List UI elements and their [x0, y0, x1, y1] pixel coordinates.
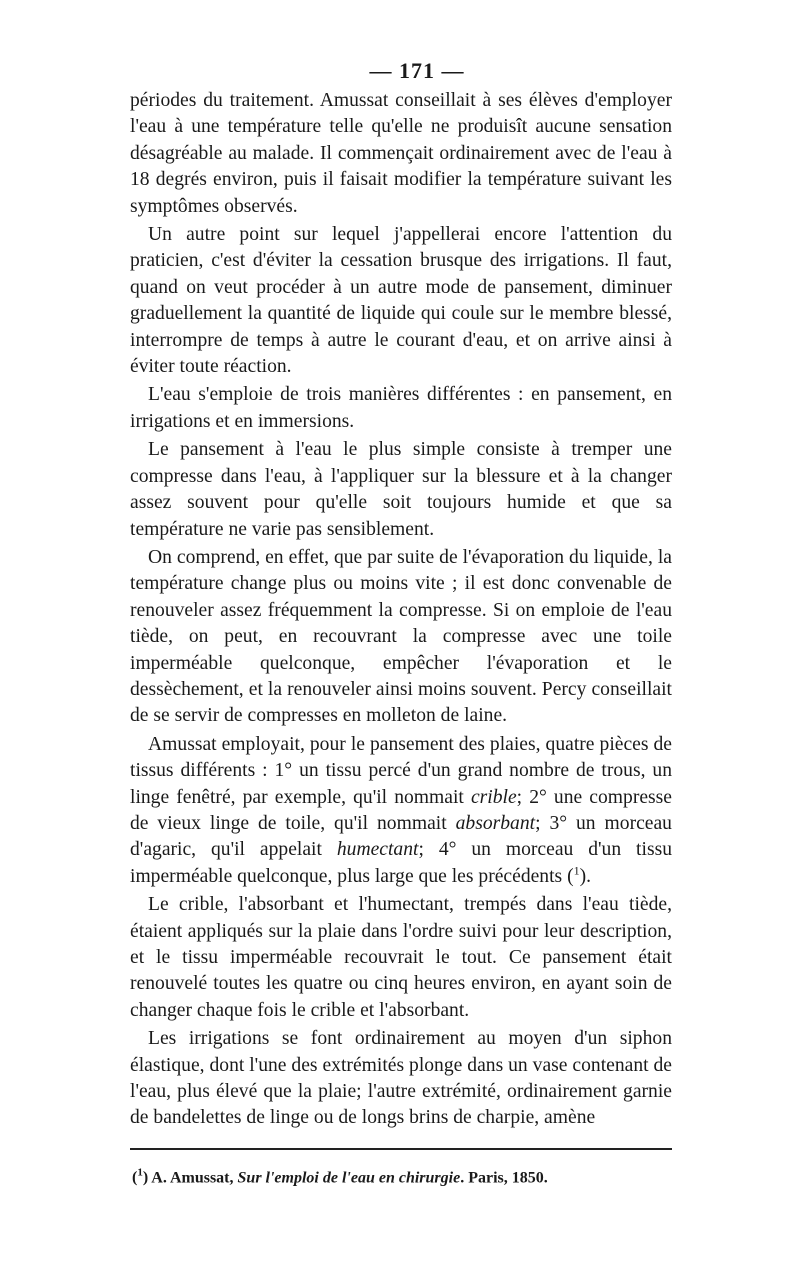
- text-run: . Paris, 1850.: [460, 1169, 548, 1187]
- italic-term: Sur l'emploi de l'eau en chirurgie: [237, 1169, 461, 1187]
- text-run: Le crible, l'absorbant et l'humectant, trempés dans l'eau tiède, étaient appliqués sur la plaie dans l'ordre suivi pour leur description, et le tissu imperméable recouvrait le tout. Ce pansement était renouvelé toutes les quatre ou cinq heures environ, en ayant soin de changer chaque fois le crible et l'absorbant.: [130, 894, 672, 1021]
- book-page: [130, 56, 672, 1189]
- paragraph: [130, 892, 672, 1024]
- footnote-reference: 1: [573, 863, 580, 878]
- text-run: ).: [579, 865, 592, 887]
- paragraph: [130, 222, 672, 380]
- text-run: Un autre point sur lequel j'appellerai encore l'attention du praticien, c'est d'éviter la cessation brusque des irrigations. Il faut, quand on veut procéder à un autre mode de pansement, diminuer graduellement la quantité de liquide qui coule sur le membre blessé, interrompre de temps à autre le courant d'eau, et on arrive ainsi à éviter toute réaction.: [130, 224, 672, 378]
- italic-term: absorbant: [455, 812, 536, 834]
- text-run: L'eau s'emploie de trois manières différentes : en pansement, en irrigations et en immersions.: [130, 384, 672, 432]
- text-run: ; 2° une compresse de vieux linge de toile, qu'il nommait: [130, 786, 672, 834]
- footnote-rule: [130, 1148, 672, 1150]
- paragraph: [130, 732, 672, 890]
- text-run: A. Amussat,: [148, 1169, 238, 1187]
- paragraph: [130, 88, 672, 220]
- footnote: [130, 1162, 672, 1189]
- text-run: On comprend, en effet, que par suite de l'évaporation du liquide, la température change plus ou moins vite ; il est donc convenable de renouveler assez fréquemment la compresse. Si on emploie de l'eau tiède, on peut, en recouvrant la compresse avec une toile imperméable quelconque, empêcher l'évaporation et le dessèchement, et la renouveler ainsi moins souvent. Percy conseillait de se servir de compresses en molleton de laine.: [130, 546, 672, 727]
- paragraph: [130, 382, 672, 435]
- text-run: périodes du traitement. Amussat conseillait à ses élèves d'employer l'eau à une température telle qu'elle ne produisît aucune sensation désagréable au malade. Il commençait ordinairement avec de l'eau à 18 degrés environ, puis il faisait modifier la température suivant les symptômes observés.: [130, 90, 672, 217]
- text-run: ; 4° un morceau d'un tissu imperméable quelconque, plus large que les précédents (: [130, 839, 672, 887]
- footnote-number: 1: [137, 1166, 143, 1179]
- paragraph: [130, 437, 672, 543]
- paragraph: [130, 1026, 672, 1132]
- italic-term: crible: [470, 786, 517, 808]
- text-run: Amussat employait, pour le pansement des plaies, quatre pièces de tissus différents : 1° un tissu percé d'un grand nombre de trous, un linge fenêtré, par exemple, qu'il nommait: [130, 733, 672, 808]
- text-run: Le pansement à l'eau le plus simple consiste à tremper une compresse dans l'eau, à l'appliquer sur la blessure et à la changer assez souvent pour qu'elle soit toujours humide et que sa température ne varie pas sensiblement.: [130, 439, 672, 540]
- text-run: Les irrigations se font ordinairement au moyen d'un siphon élastique, dont l'une des extrémités plonge dans un vase contenant de l'eau, plus élevé que la plaie; l'autre extrémité, ordinairement garnie de bandelettes de linge ou de longs brins de charpie, amène: [130, 1028, 672, 1129]
- text-run: ; 3° un morceau d'agaric, qu'il appelait: [130, 812, 672, 861]
- italic-term: humectant: [336, 839, 419, 861]
- paragraph: [130, 545, 672, 730]
- body-text: [130, 88, 672, 1132]
- page-number: — 171 —: [369, 58, 465, 83]
- footnote-marker: ($^1$): [132, 1166, 149, 1187]
